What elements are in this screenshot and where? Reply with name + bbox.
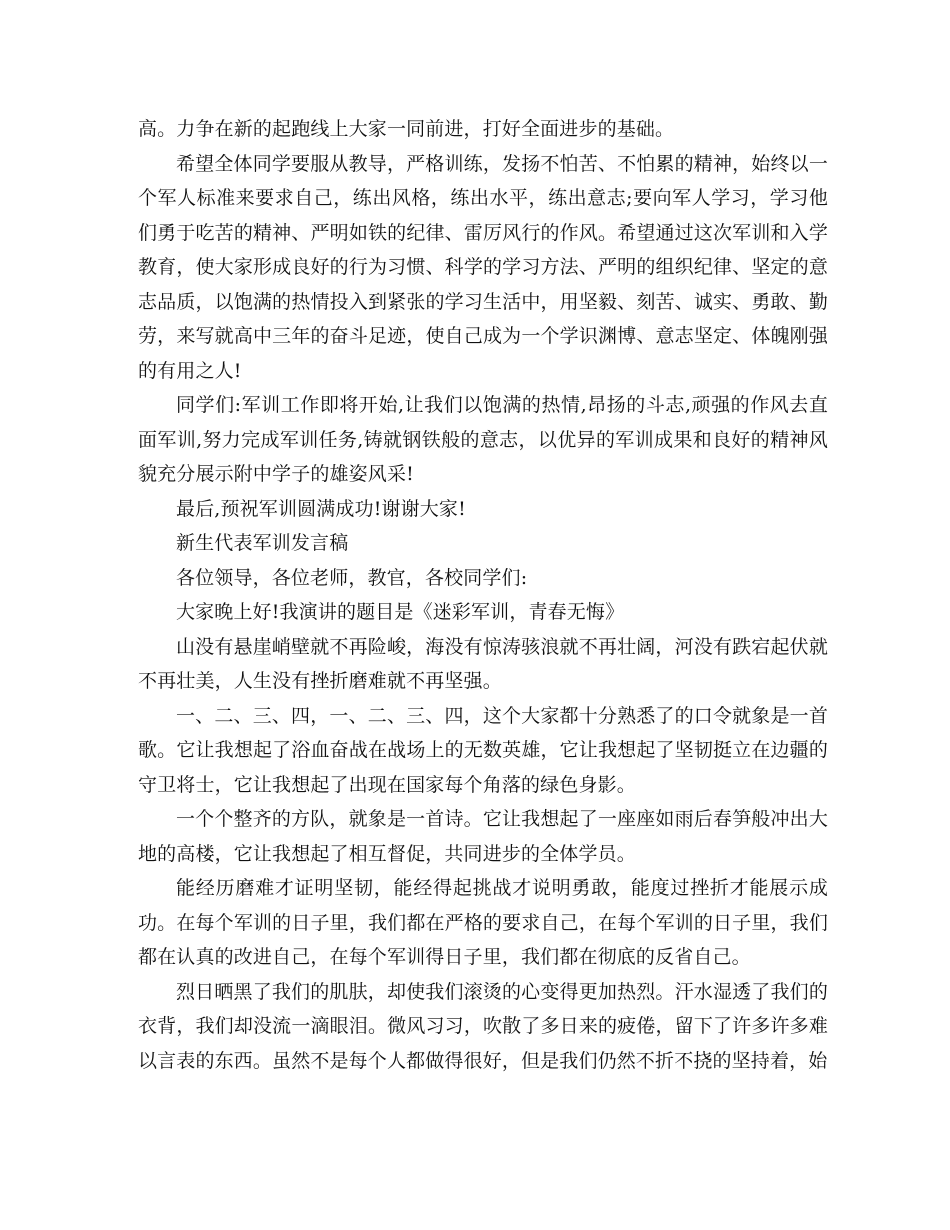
paragraph-continuation: 高。力争在新的起跑线上大家一同前进，打好全面进步的基础。 — [138, 118, 675, 140]
paragraph-square-poem: 一个个整齐的方队，就象是一首诗。它让我想起了一座座如雨后春笋般冲出大地的高楼，它让我想起了相互督促，共同进步的全体学员。 — [138, 808, 828, 865]
paragraph-classmates: 同学们:军训工作即将开始,让我们以饱满的热情,昂扬的斗志,顽强的作风去直面军训,努力完成军训任务,铸就钢铁般的意志，以优异的军训成果和良好的精神风貌充分展示附中学子的雄姿风采! — [138, 394, 828, 485]
paragraph-hardship: 能经历磨难才证明坚韧，能经得起挑战才说明勇敢，能度过挫折才能展示成功。在每个军训的日子里，我们都在严格的要求自己，在每个军训的日子里，我们都在认真的改进自己，在每个军训得日子里，我们都在彻底的反省自己。 — [138, 877, 828, 968]
paragraph-command-song: 一、二、三、四，一、二、三、四，这个大家都十分熟悉了的口令就象是一首歌。它让我想起了浴血奋战在战场上的无数英雄，它让我想起了坚韧挺立在边疆的守卫将士，它让我想起了出现在国家每个角落的绿色身影。 — [138, 704, 828, 796]
speech-salutation: 各位领导，各位老师，教官，各校同学们: — [176, 566, 528, 589]
paragraph-hope-training: 希望全体同学要服从教导，严格训练，发扬不怕苦、不怕累的精神，始终以一个军人标准来要求自己，练出风格，练出水平，练出意志;要向军人学习，学习他们勇于吃苦的精神、严明如铁的纪律、雷厉风行的作风。希望通过这次军训和入学教育，使大家形成良好的行为习惯、科学的学习方法、严明的组织纪律、坚定的意志品质，以饱满的热情投入到紧张的学习生活中，用坚毅、刻苦、诚实、勇敢、勤劳，来写就高中三年的奋斗足迹，使自己成为一个学识渊博、意志坚定、体魄刚强的有用之人! — [138, 152, 828, 382]
speech-topic: 大家晚上好!我演讲的题目是《迷彩军训，青春无悔》 — [176, 601, 625, 623]
paragraph-closing-wish: 最后,预祝军训圆满成功!谢谢大家! — [176, 497, 466, 520]
paragraph-mountain: 山没有悬崖峭壁就不再险峻，海没有惊涛骇浪就不再壮阔，河没有跌宕起伏就不再壮美，人生没有挫折磨难就不再坚强。 — [138, 635, 828, 692]
document-body — [138, 112, 828, 1078]
speech-title: 新生代表军训发言稿 — [176, 532, 349, 554]
paragraph-sun-sweat: 烈日晒黑了我们的肌肤，却使我们滚烫的心变得更加热烈。汗水湿透了我们的衣背，我们却没流一滴眼泪。微风习习，吹散了多日来的疲倦，留下了许多许多难以言表的东西。虽然不是每个人都做得很好，但是我们仍然不折不挠的坚持着，始 — [138, 980, 828, 1072]
